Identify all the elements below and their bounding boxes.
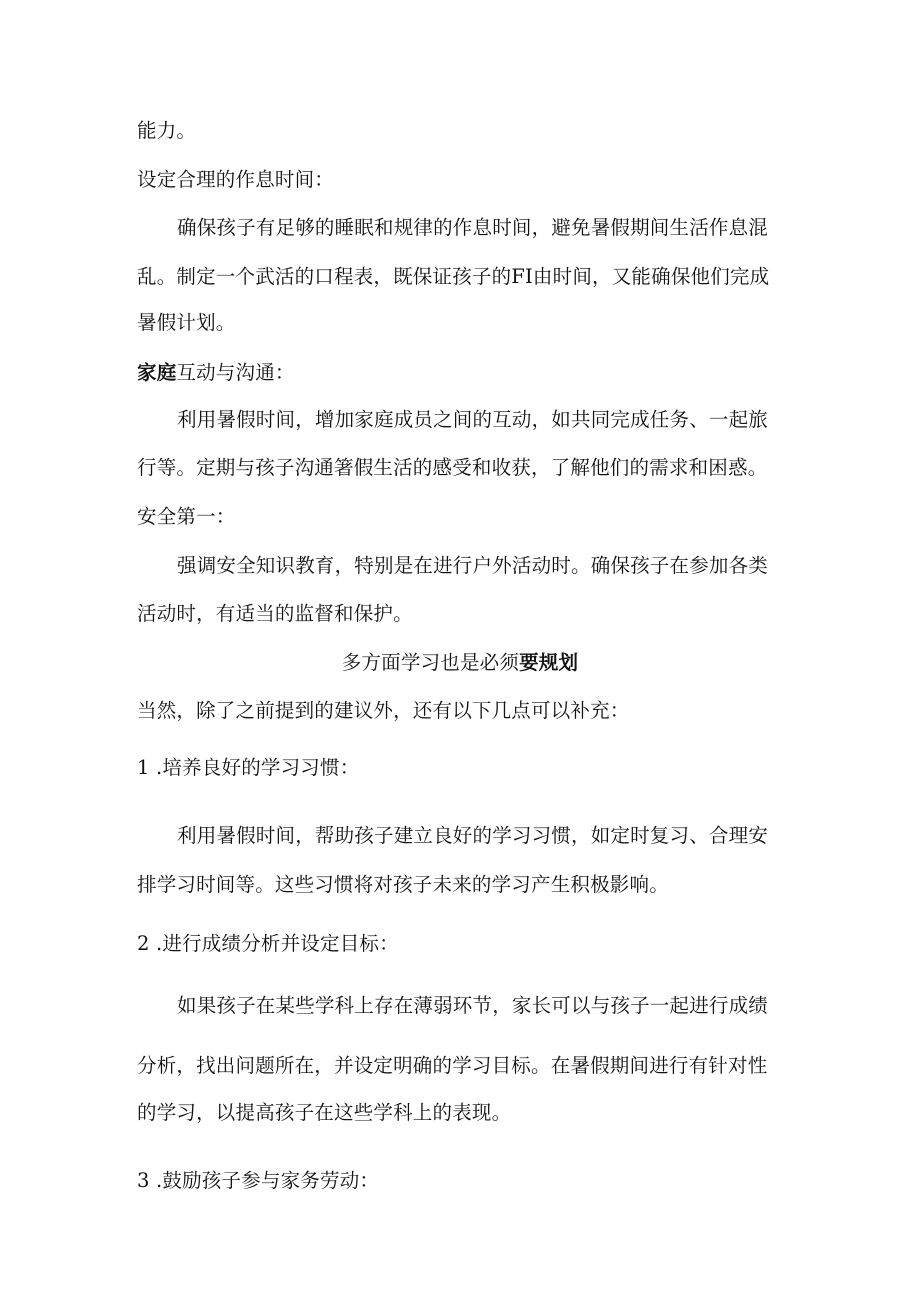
paragraph-line: 分析，找出问题所在，并设定明确的学习目标。在暑假期间进行有针对性 <box>137 1054 768 1077</box>
paragraph-line: 确保孩子有足够的睡眠和规律的作息时间，避免暑假期间生活作息混 <box>177 216 769 239</box>
list-item-heading-1: 1 .培养良好的学习习惯： <box>137 756 360 779</box>
paragraph-line: 利用暑假时间，增加家庭成员之间的互动，如共同完成任务、一起旅 <box>177 408 769 431</box>
paragraph-line: 强调安全知识教育，特别是在进行户外活动时。确保孩子在参加各类 <box>177 554 769 577</box>
paragraph-line: 当然，除了之前提到的建议外，还有以下几点可以补充： <box>137 699 630 722</box>
list-item-heading-3: 3 .鼓励孩子参与家务劳动： <box>137 1169 380 1192</box>
paragraph-line: 的学习，以提高孩子在这些学科上的表现。 <box>137 1101 512 1124</box>
heading-bold-part: 家庭 <box>137 361 177 384</box>
paragraph-line: 暑假计划。 <box>137 311 236 334</box>
paragraph-line: 利用暑假时间，帮助孩子建立良好的学习习惯，如定时复习、合理安 <box>177 824 769 847</box>
paragraph-line: 行等。定期与孩子沟通箸假生活的感受和收获，了解他们的需求和困惑。 <box>137 456 768 479</box>
section-heading-schedule: 设定合理的作息时间： <box>137 168 335 191</box>
paragraph-line: 乱。制定一个武活的口程表，既保证孩子的FI由时间，又能确保他们完成 <box>137 265 770 288</box>
paragraph-line: 活动时，有适当的监督和保护。 <box>137 602 413 625</box>
list-item-heading-2: 2 .进行成绩分析并设定目标： <box>137 932 399 955</box>
section-title-centered <box>137 650 783 676</box>
title-regular-part: 多方面学习也是必须 <box>341 651 520 674</box>
section-heading-family <box>137 360 787 386</box>
heading-regular-part: 互动与沟通： <box>176 361 295 384</box>
paragraph-line: 如果孩子在某些学科上存在薄弱环节，家长可以与孩子一起进行成绩 <box>177 994 769 1017</box>
paragraph-line: 能力。 <box>137 119 197 142</box>
section-heading-safety: 安全第一： <box>137 505 236 528</box>
title-bold-part: 要规划 <box>519 651 579 674</box>
paragraph-line: 排学习时间等。这些习惯将对孩子未来的学习产生积极影响。 <box>137 873 669 896</box>
